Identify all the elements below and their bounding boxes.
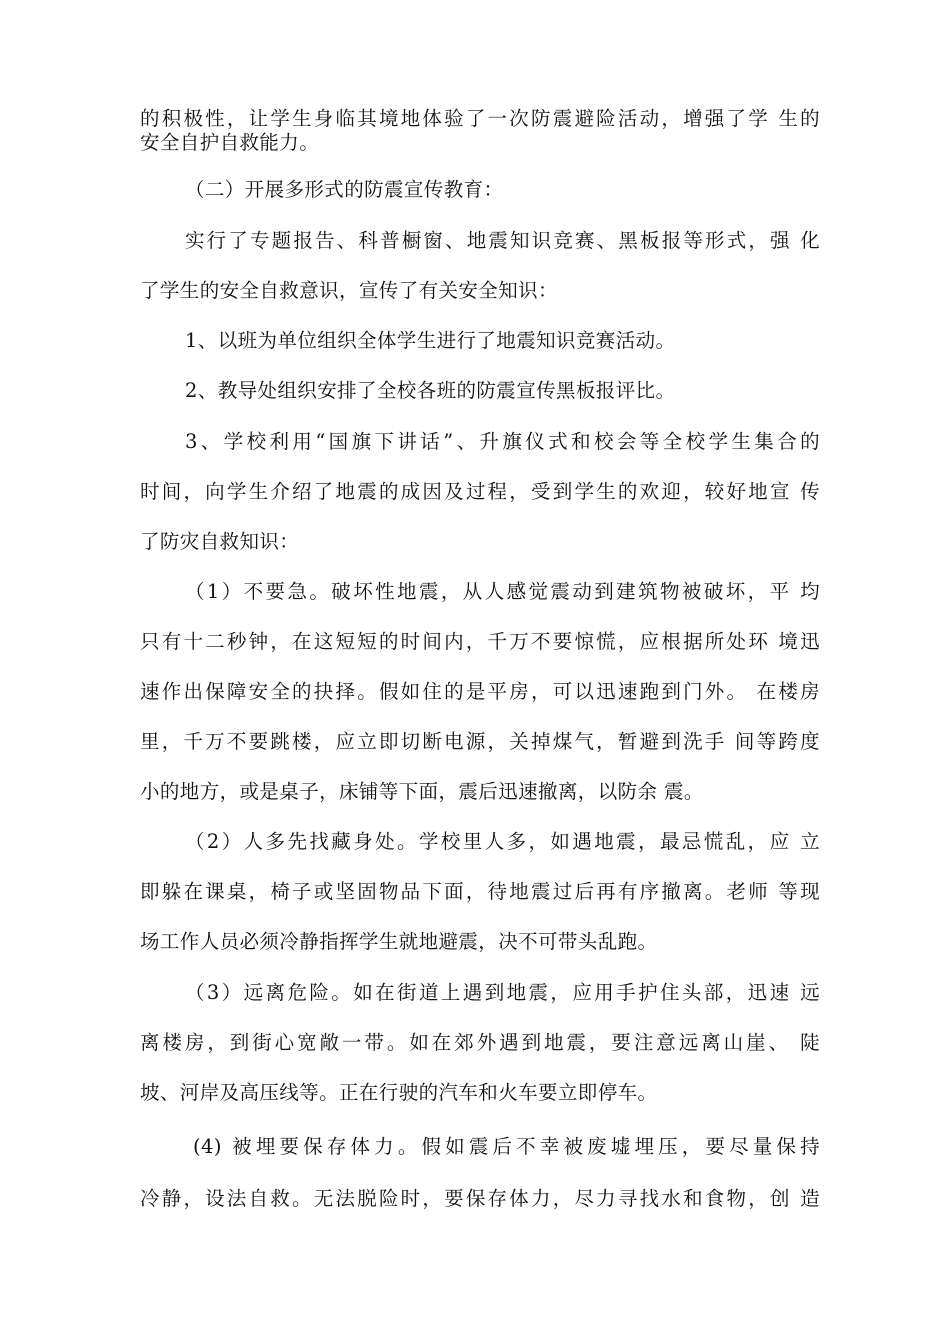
list-item: (4) 被埋要保存体力。假如震后不幸被废墟埋压，要尽量保持 xyxy=(193,1135,820,1158)
text-line: 只有十二秒钟，在这短短的时间内，千万不要惊慌，应根据所处环 境迅 xyxy=(140,630,820,653)
list-item: 1、以班为单位组织全体学生进行了地震知识竞赛活动。 xyxy=(185,329,676,352)
text-line: 坡、河岸及高压线等。正在行驶的汽车和火车要立即停车。 xyxy=(140,1081,658,1104)
text-line: 小的地方，或是桌子，床铺等下面，震后迅速撤离，以防余 震。 xyxy=(140,780,704,803)
text-line: 了防灾自救知识： xyxy=(140,530,300,553)
text-line: 安全自护自救能力。 xyxy=(140,131,320,154)
text-line: 的积极性，让学生身临其境地体验了一次防震避险活动，增强了学 生的 xyxy=(140,107,820,130)
text-line: 速作出保障安全的抉择。假如住的是平房，可以迅速跑到门外。 在楼房 xyxy=(140,680,820,703)
list-item: 2、教导处组织安排了全校各班的防震宣传黑板报评比。 xyxy=(185,379,676,402)
text-line: 里，千万不要跳楼，应立即切断电源，关掉煤气，暂避到洗手 间等跨度 xyxy=(140,730,820,753)
text-line: 即躲在课桌，椅子或坚固物品下面，待地震过后再有序撤离。老师 等现 xyxy=(140,880,820,903)
list-item: 3、学校利用“国旗下讲话”、升旗仪式和校会等全校学生集合的 xyxy=(185,430,820,453)
text-line: 实行了专题报告、科普橱窗、地震知识竞赛、黑板报等形式，强 化 xyxy=(185,229,820,252)
text-line: 了学生的安全自救意识，宣传了有关安全知识： xyxy=(140,279,558,302)
text-line: 时间，向学生介绍了地震的成因及过程，受到学生的欢迎，较好地宣 传 xyxy=(140,480,820,503)
text-line: 场工作人员必须冷静指挥学生就地避震，决不可带头乱跑。 xyxy=(140,930,658,953)
list-item: （3）远离危险。如在街道上遇到地震，应用手护住头部，迅速 远 xyxy=(185,981,820,1004)
list-item: （1）不要急。破坏性地震，从人感觉震动到建筑物被破坏，平 均 xyxy=(185,580,820,603)
text-line: 离楼房，到街心宽敞一带。如在郊外遇到地震，要注意远离山崖、 陡 xyxy=(140,1031,820,1054)
text-line: 冷静，设法自救。无法脱险时，要保存体力，尽力寻找水和食物，创 造 xyxy=(140,1187,820,1210)
section-heading: （二）开展多形式的防震宣传教育： xyxy=(185,178,504,201)
list-item: （2）人多先找藏身处。学校里人多，如遇地震，最忌慌乱，应 立 xyxy=(185,830,820,853)
